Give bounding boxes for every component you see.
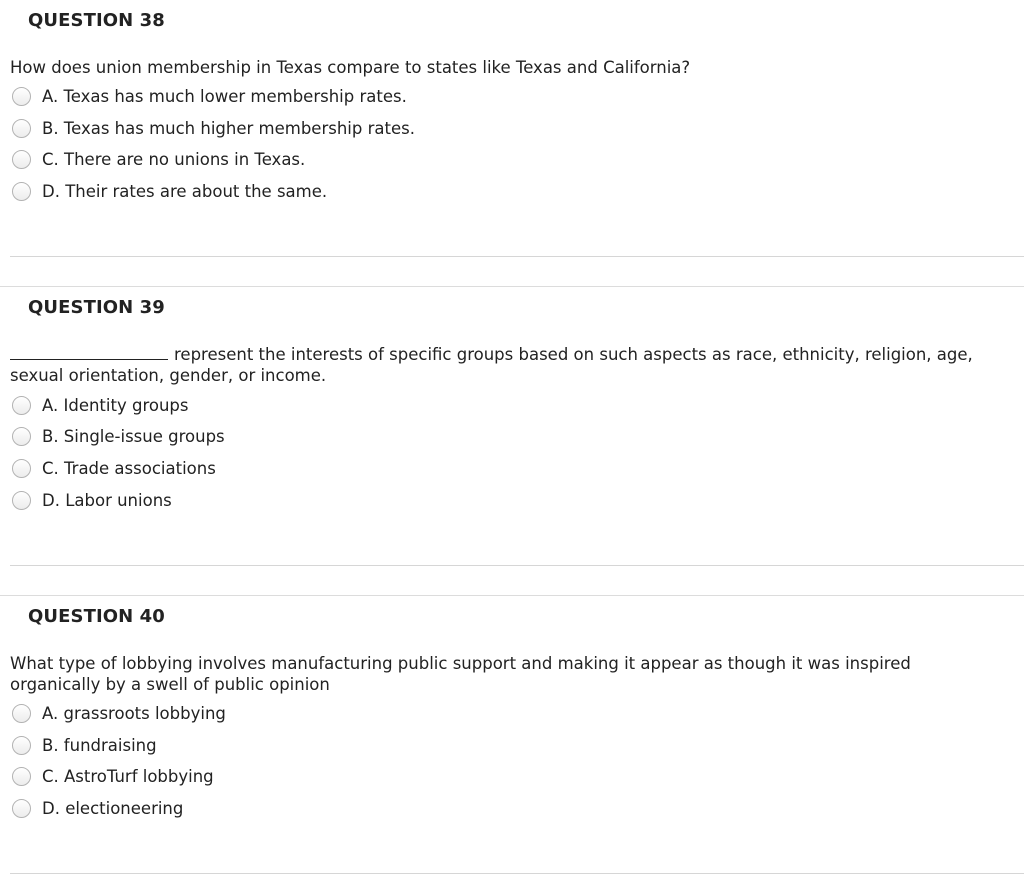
radio-button[interactable]	[12, 736, 31, 755]
option-label: B. fundraising	[42, 735, 157, 755]
option-b[interactable]	[12, 424, 225, 448]
question-title: QUESTION 38	[28, 10, 165, 31]
divider	[0, 286, 1024, 287]
question-title: QUESTION 40	[28, 606, 165, 627]
option-a[interactable]	[12, 84, 407, 108]
option-b[interactable]	[12, 733, 157, 757]
option-label: C. AstroTurf lobbying	[42, 766, 214, 786]
radio-button[interactable]	[12, 799, 31, 818]
divider	[10, 873, 1024, 874]
divider	[10, 565, 1024, 566]
divider	[0, 595, 1024, 596]
option-label: A. Identity groups	[42, 395, 189, 415]
question-text: How does union membership in Texas compare to states like Texas and California?	[10, 58, 691, 77]
radio-button[interactable]	[12, 491, 31, 510]
option-a[interactable]	[12, 393, 189, 417]
option-label: B. Texas has much higher membership rates.	[42, 118, 415, 138]
radio-button[interactable]	[12, 396, 31, 415]
option-label: C. Trade associations	[42, 458, 216, 478]
option-label: C. There are no unions in Texas.	[42, 149, 306, 169]
option-c[interactable]	[12, 764, 214, 788]
option-a[interactable]	[12, 701, 226, 725]
option-label: D. Labor unions	[42, 490, 172, 510]
radio-button[interactable]	[12, 119, 31, 138]
option-c[interactable]	[12, 456, 216, 480]
radio-button[interactable]	[12, 767, 31, 786]
option-label: A. grassroots lobbying	[42, 703, 226, 723]
divider	[10, 256, 1024, 257]
radio-button[interactable]	[12, 427, 31, 446]
radio-button[interactable]	[12, 459, 31, 478]
option-label: D. Their rates are about the same.	[42, 181, 328, 201]
radio-button[interactable]	[12, 182, 31, 201]
option-label: D. electioneering	[42, 798, 184, 818]
radio-button[interactable]	[12, 87, 31, 106]
option-c[interactable]	[12, 147, 305, 171]
option-d[interactable]	[12, 179, 327, 203]
question-title: QUESTION 39	[28, 297, 165, 318]
question-text-body: represent the interests of specific groups based on such aspects as race, ethnicity, religion, age, sexual orientation, gender, or income.	[10, 345, 973, 385]
radio-button[interactable]	[12, 150, 31, 169]
option-b[interactable]	[12, 116, 415, 140]
option-label: B. Single-issue groups	[42, 426, 225, 446]
question-text: What type of lobbying involves manufacturing public support and making it appear as though it was inspired organically by a swell of public opinion	[10, 654, 911, 694]
option-d[interactable]	[12, 488, 172, 512]
question-text	[10, 344, 990, 386]
option-d[interactable]	[12, 796, 183, 820]
radio-button[interactable]	[12, 704, 31, 723]
option-label: A. Texas has much lower membership rates.	[42, 86, 407, 106]
fill-in-blank	[10, 345, 168, 360]
